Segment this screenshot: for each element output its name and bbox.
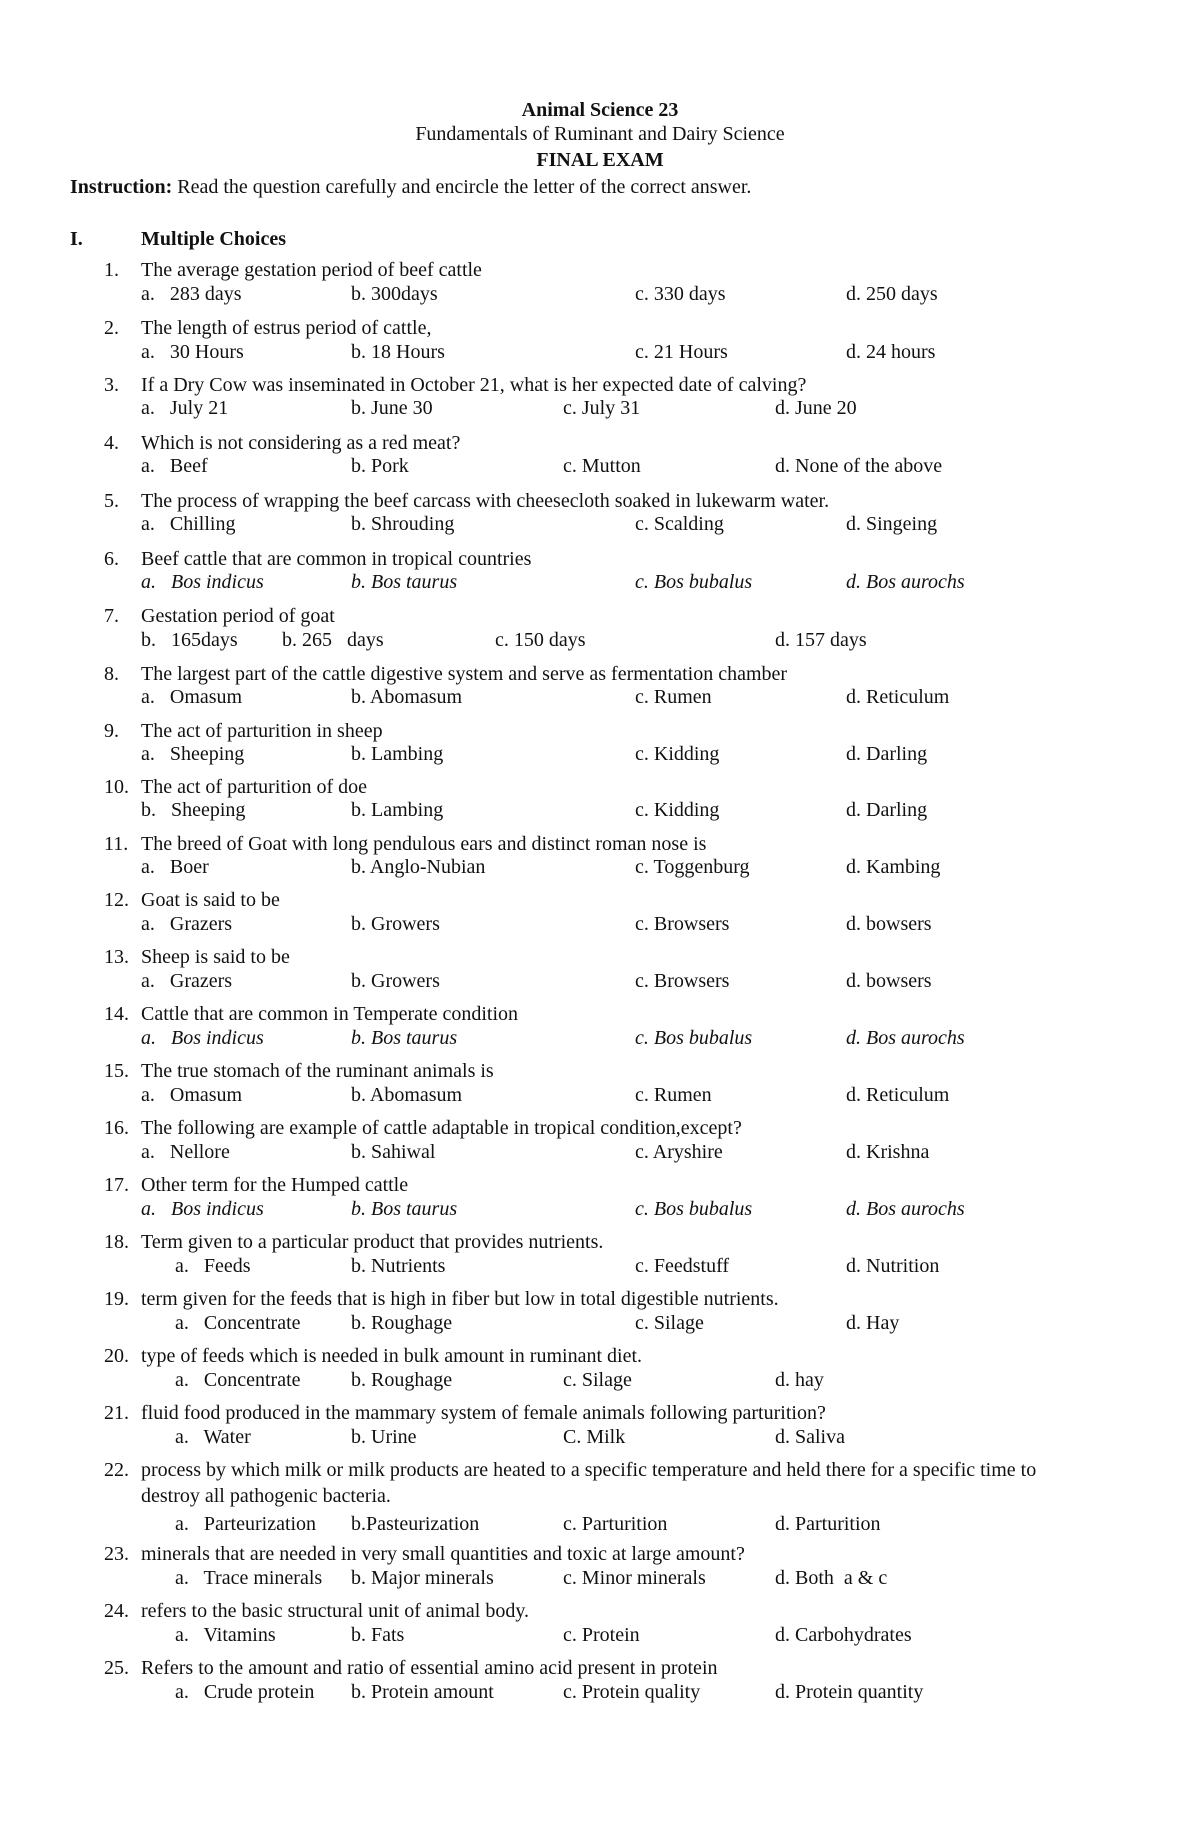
answer-option-d[interactable]: d. 24 hours <box>846 341 936 363</box>
answer-option-b[interactable]: b. June 30 <box>351 397 433 419</box>
answer-option-a[interactable]: a. Bos indicus <box>141 1027 264 1049</box>
answer-option-c[interactable]: c. Toggenburg <box>635 856 750 878</box>
question-text: Which is not considering as a red meat? <box>141 432 461 454</box>
question-text: The act of parturition in sheep <box>141 720 383 742</box>
answer-option-d[interactable]: d. bowsers <box>846 970 932 992</box>
instruction-label: Instruction: <box>70 176 173 198</box>
answer-option-c[interactable]: c. Browsers <box>635 913 730 935</box>
answer-option-b[interactable]: b. Abomasum <box>351 1084 463 1106</box>
exam-title: FINAL EXAM <box>536 149 664 171</box>
answer-option-b[interactable]: b. Bos taurus <box>351 571 458 593</box>
answer-option-c[interactable]: c. Bos bubalus <box>635 1027 753 1049</box>
answer-option-d[interactable]: d. Darling <box>846 799 928 821</box>
answer-option-c[interactable]: c. July 31 <box>563 397 641 419</box>
question-text: The breed of Goat with long pendulous ears and distinct roman nose is <box>141 833 707 855</box>
question-text: type of feeds which is needed in bulk amount in ruminant diet. <box>141 1345 642 1367</box>
answer-option-a[interactable]: a. Grazers <box>141 970 233 992</box>
answer-option-d[interactable]: d. Kambing <box>846 856 941 878</box>
question-number: 7. <box>104 605 119 627</box>
question-number: 13. <box>104 946 129 968</box>
answer-option-b[interactable]: b. 300days <box>351 283 438 305</box>
question-number: 4. <box>104 432 119 454</box>
question-number: 8. <box>104 663 119 685</box>
question-number: 10. <box>104 776 129 798</box>
answer-option-d[interactable]: d. bowsers <box>846 913 932 935</box>
answer-option-a[interactable]: a. Omasum <box>141 1084 243 1106</box>
answer-option-a[interactable]: a. Chilling <box>141 513 236 535</box>
answer-option-a[interactable]: a. Vitamins <box>175 1624 276 1646</box>
answer-option-a[interactable]: a. 283 days <box>141 283 242 305</box>
answer-option-b[interactable]: b. Roughage <box>351 1369 453 1391</box>
answer-option-a[interactable]: b. 165days <box>141 629 238 651</box>
answer-option-c[interactable]: c. Kidding <box>635 799 720 821</box>
question-number: 1. <box>104 259 119 281</box>
answer-option-b[interactable]: b. Nutrients <box>351 1255 446 1277</box>
answer-option-d[interactable]: d. hay <box>775 1369 824 1391</box>
answer-option-c[interactable]: c. Protein quality <box>563 1681 701 1703</box>
course-title: Animal Science 23 <box>521 99 679 121</box>
answer-option-b[interactable]: b. Sahiwal <box>351 1141 436 1163</box>
answer-option-c[interactable]: c. Parturition <box>563 1513 668 1535</box>
question-text: Refers to the amount and ratio of essential amino acid present in protein <box>141 1657 718 1679</box>
question-number: 23. <box>104 1543 129 1565</box>
answer-option-c[interactable]: c. Bos bubalus <box>635 1198 753 1220</box>
answer-option-d[interactable]: d. 157 days <box>775 629 867 651</box>
question-number: 2. <box>104 317 119 339</box>
answer-option-b[interactable]: b.Pasteurization <box>351 1513 480 1535</box>
answer-option-c[interactable]: c. Mutton <box>563 455 641 477</box>
answer-option-a[interactable]: a. Omasum <box>141 686 243 708</box>
question-number: 18. <box>104 1231 129 1253</box>
answer-option-c[interactable]: c. 21 Hours <box>635 341 728 363</box>
question-number: 21. <box>104 1402 129 1424</box>
answer-option-c[interactable]: c. Scalding <box>635 513 724 535</box>
answer-option-b[interactable]: b. Growers <box>351 970 440 992</box>
answer-option-d[interactable]: d. Bos aurochs <box>846 1027 965 1049</box>
question-number: 16. <box>104 1117 129 1139</box>
question-text: Beef cattle that are common in tropical countries <box>141 548 532 570</box>
question-text: Cattle that are common in Temperate condition <box>141 1003 519 1025</box>
answer-option-b[interactable]: b. Growers <box>351 913 440 935</box>
question-number: 19. <box>104 1288 129 1310</box>
answer-option-c[interactable]: c. Silage <box>563 1369 632 1391</box>
question-text: Gestation period of goat <box>141 605 335 627</box>
answer-option-a[interactable]: a. Trace minerals <box>175 1567 323 1589</box>
answer-option-a[interactable]: a. Concentrate <box>175 1312 301 1334</box>
question-text: The average gestation period of beef cattle <box>141 259 482 281</box>
answer-option-d[interactable]: d. Hay <box>846 1312 900 1334</box>
answer-option-d[interactable]: d. 250 days <box>846 283 938 305</box>
answer-option-d[interactable]: d. Nutrition <box>846 1255 940 1277</box>
question-number: 14. <box>104 1003 129 1025</box>
answer-option-d[interactable]: d. None of the above <box>775 455 943 477</box>
question-number: 20. <box>104 1345 129 1367</box>
question-text: The process of wrapping the beef carcass with cheesecloth soaked in lukewarm water. <box>141 490 830 512</box>
question-number: 17. <box>104 1174 129 1196</box>
question-text: Goat is said to be <box>141 889 280 911</box>
answer-option-a[interactable]: a. July 21 <box>141 397 229 419</box>
instruction-text: Read the question carefully and encircle the letter of the correct answer. <box>177 176 752 198</box>
answer-option-c[interactable]: c. Aryshire <box>635 1141 723 1163</box>
answer-option-d[interactable]: d. Reticulum <box>846 1084 950 1106</box>
answer-option-c[interactable]: c. Bos bubalus <box>635 571 753 593</box>
answer-option-b[interactable]: b. 18 Hours <box>351 341 445 363</box>
answer-option-d[interactable]: d. Reticulum <box>846 686 950 708</box>
answer-option-d[interactable]: d. Both a & c <box>775 1567 888 1589</box>
answer-option-d[interactable]: d. June 20 <box>775 397 857 419</box>
question-number: 11. <box>104 833 129 855</box>
answer-option-a[interactable]: a. Crude protein <box>175 1681 315 1703</box>
question-number: 6. <box>104 548 119 570</box>
answer-option-d[interactable]: d. Krishna <box>846 1141 930 1163</box>
question-number: 15. <box>104 1060 129 1082</box>
question-text: The following are example of cattle adaptable in tropical condition,except? <box>141 1117 742 1139</box>
question-text: process by which milk or milk products are heated to a specific temperature and held there for a specific time to destroy all pathogenic bacteria. <box>141 1459 1037 1507</box>
answer-option-c[interactable]: c. Feedstuff <box>635 1255 730 1277</box>
answer-option-a[interactable]: a. Concentrate <box>175 1369 301 1391</box>
question-text: The largest part of the cattle digestive system and serve as fermentation chamber <box>141 663 788 685</box>
question-text: minerals that are needed in very small quantities and toxic at large amount? <box>141 1543 745 1565</box>
question-number: 5. <box>104 490 119 512</box>
answer-option-c[interactable]: c. Minor minerals <box>563 1567 706 1589</box>
question-number: 22. <box>104 1459 129 1481</box>
answer-option-a[interactable]: b. Sheeping <box>141 799 246 821</box>
answer-option-a[interactable]: a. Bos indicus <box>141 571 264 593</box>
answer-option-a[interactable]: a. Feeds <box>175 1255 251 1277</box>
question-text: The length of estrus period of cattle, <box>141 317 432 339</box>
answer-option-b[interactable]: b. Lambing <box>351 799 444 821</box>
answer-option-c[interactable]: c. Silage <box>635 1312 704 1334</box>
question-number: 9. <box>104 720 119 742</box>
question-text: The act of parturition of doe <box>141 776 368 798</box>
answer-option-d[interactable]: d. Parturition <box>775 1513 881 1535</box>
answer-option-d[interactable]: d. Carbohydrates <box>775 1624 912 1646</box>
answer-option-a[interactable]: a. Water <box>175 1426 251 1448</box>
answer-option-b[interactable]: b. Protein amount <box>351 1681 494 1703</box>
answer-option-b[interactable]: b. Fats <box>351 1624 405 1646</box>
answer-option-a[interactable]: a. Bos indicus <box>141 1198 264 1220</box>
answer-option-d[interactable]: d. Bos aurochs <box>846 571 965 593</box>
answer-option-b[interactable]: b. Major minerals <box>351 1567 494 1589</box>
answer-option-c[interactable]: c. Rumen <box>635 1084 712 1106</box>
answer-option-b[interactable]: b. Bos taurus <box>351 1198 458 1220</box>
question-text: Other term for the Humped cattle <box>141 1174 409 1196</box>
answer-option-a[interactable]: a. 30 Hours <box>141 341 244 363</box>
answer-option-b[interactable]: b. Anglo-Nubian <box>351 856 486 878</box>
section-number: I. <box>70 228 83 250</box>
answer-option-b[interactable]: b. Lambing <box>351 743 444 765</box>
section-title: Multiple Choices <box>141 228 286 250</box>
question-text: The true stomach of the ruminant animals is <box>141 1060 494 1082</box>
answer-option-c[interactable]: c. 150 days <box>495 629 586 651</box>
answer-option-b[interactable]: b. Roughage <box>351 1312 453 1334</box>
answer-option-a[interactable]: a. Parteurization <box>175 1513 317 1535</box>
answer-option-a[interactable]: a. Boer <box>141 856 209 878</box>
course-subtitle: Fundamentals of Ruminant and Dairy Science <box>415 123 785 145</box>
answer-option-d[interactable]: d. Singeing <box>846 513 938 535</box>
answer-option-c[interactable]: c. Protein <box>563 1624 640 1646</box>
answer-option-b[interactable]: b. Abomasum <box>351 686 463 708</box>
answer-option-b[interactable]: b. Pork <box>351 455 409 477</box>
answer-option-d[interactable]: d. Protein quantity <box>775 1681 924 1703</box>
question-text: fluid food produced in the mammary system of female animals following parturition? <box>141 1402 826 1424</box>
answer-option-a[interactable]: a. Beef <box>141 455 208 477</box>
answer-option-d[interactable]: d. Bos aurochs <box>846 1198 965 1220</box>
answer-option-c[interactable]: c. Rumen <box>635 686 712 708</box>
question-text: Sheep is said to be <box>141 946 290 968</box>
answer-option-b[interactable]: b. 265 days <box>282 629 384 651</box>
question-number: 24. <box>104 1600 129 1622</box>
question-text: term given for the feeds that is high in fiber but low in total digestible nutrients. <box>141 1288 779 1310</box>
answer-option-b[interactable]: b. Bos taurus <box>351 1027 458 1049</box>
question-text: refers to the basic structural unit of animal body. <box>141 1600 530 1622</box>
answer-option-a[interactable]: a. Nellore <box>141 1141 230 1163</box>
answer-option-d[interactable]: d. Darling <box>846 743 928 765</box>
question-number: 25. <box>104 1657 129 1679</box>
question-number: 12. <box>104 889 129 911</box>
answer-option-c[interactable]: c. Browsers <box>635 970 730 992</box>
answer-option-c[interactable]: C. Milk <box>563 1426 626 1448</box>
question-number: 3. <box>104 374 119 396</box>
answer-option-c[interactable]: c. Kidding <box>635 743 720 765</box>
answer-option-b[interactable]: b. Urine <box>351 1426 417 1448</box>
answer-option-c[interactable]: c. 330 days <box>635 283 726 305</box>
answer-option-a[interactable]: a. Sheeping <box>141 743 245 765</box>
question-text: Term given to a particular product that provides nutrients. <box>141 1231 604 1253</box>
answer-option-d[interactable]: d. Saliva <box>775 1426 845 1448</box>
answer-option-a[interactable]: a. Grazers <box>141 913 233 935</box>
answer-option-b[interactable]: b. Shrouding <box>351 513 455 535</box>
question-text: If a Dry Cow was inseminated in October 21, what is her expected date of calving? <box>141 374 807 396</box>
